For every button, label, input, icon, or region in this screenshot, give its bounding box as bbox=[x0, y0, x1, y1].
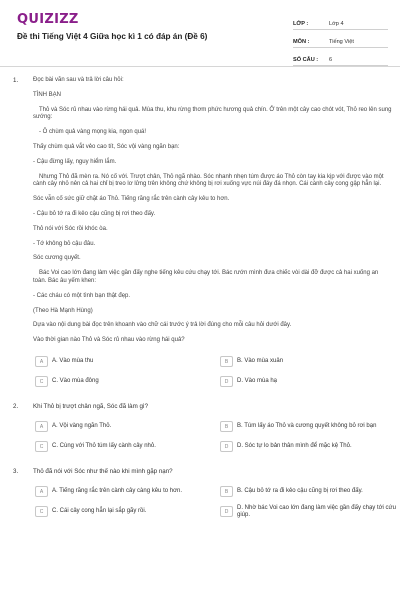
page-title: Đề thi Tiếng Việt 4 Giữa học kì 1 có đáp án (Đề 6) bbox=[17, 32, 208, 41]
paragraph: - Các cháu có một tình bạn thật đẹp. bbox=[33, 292, 131, 299]
meta-row-class bbox=[293, 14, 388, 30]
answer-options bbox=[33, 485, 396, 519]
page-header bbox=[0, 0, 400, 64]
option-text: A. Tiếng răng rắc trên cành cây càng kêu to hơn. bbox=[52, 488, 183, 495]
option-text: B. Cậu bỏ tớ ra đi kẻo cậu cũng bị rơi theo đấy. bbox=[237, 488, 363, 495]
paragraph: Sóc cương quyết. bbox=[33, 255, 81, 262]
option-letter-box: D bbox=[220, 441, 233, 452]
answer-option-d[interactable] bbox=[218, 440, 400, 454]
answer-option-b[interactable] bbox=[218, 420, 400, 434]
answer-option-d[interactable] bbox=[218, 375, 400, 389]
question-3 bbox=[13, 467, 396, 519]
meta-value: Tiếng Việt bbox=[329, 39, 354, 45]
question-2 bbox=[13, 403, 393, 454]
answer-option-b[interactable] bbox=[218, 485, 400, 499]
option-letter-box: B bbox=[220, 356, 233, 367]
option-letter-box: A bbox=[35, 356, 48, 367]
question-prompt: Thỏ đã nói với Sóc như thế nào khi mình gặp nạn? bbox=[33, 467, 173, 475]
paragraph: - Tớ không bỏ cậu đâu. bbox=[33, 240, 96, 247]
paragraph: - Cậu đừng lấy, nguy hiểm lắm. bbox=[33, 158, 117, 165]
answer-option-d[interactable] bbox=[218, 505, 400, 519]
answer-option-a[interactable] bbox=[33, 420, 218, 434]
paragraph: Nhưng Thỏ đã mèn ra. Nó cố với. Trượt chân, Thỏ ngã nhào. Sóc nhanh nhẹn túm được áo Thỏ còn tay kia kịp với được vào một cành cây nhỏ nên cả hai chỉ bị treo lơ lửng trên không chứ không bị rơi xuống vực núi đáy đá nhọn. Cái cành cây cong gập hẳn lại. bbox=[33, 173, 384, 188]
option-text: D. Vào mùa hạ bbox=[237, 378, 278, 385]
answer-option-c[interactable] bbox=[33, 440, 218, 454]
option-letter-box: C bbox=[35, 506, 48, 517]
option-text: C. Cùng với Thỏ túm lấy cành cây nhỏ. bbox=[52, 443, 156, 450]
answer-options bbox=[33, 420, 393, 454]
paragraph: Đọc bài văn sau và trả lời câu hỏi: bbox=[33, 77, 124, 83]
meta-row-subject bbox=[293, 32, 388, 48]
paragraph: Thấy chùm quả vắt vẻo cao tít, Sóc vội vàng ngăn bạn: bbox=[33, 143, 180, 150]
meta-label: LỚP : bbox=[293, 21, 309, 27]
option-letter-box: B bbox=[220, 421, 233, 432]
meta-label: MÔN : bbox=[293, 39, 310, 45]
meta-row-question-count bbox=[293, 50, 388, 66]
option-text: B. Vào mùa xuân bbox=[237, 358, 284, 365]
paragraph: Thỏ và Sóc rủ nhau vào rừng hái quả. Mùa thu, khu rừng thơm phức hương quả chín. Ở trên một cây cao chót vót, Thỏ reo lên sung sướng: bbox=[33, 106, 392, 121]
question-1 bbox=[13, 77, 393, 389]
option-text: D. Nhờ bác Voi cao lớn đang làm việc gần đấy chạy tới cứu giúp. bbox=[237, 504, 396, 518]
option-letter-box: A bbox=[35, 421, 48, 432]
option-text: B. Túm lấy áo Thỏ và cương quyết không bỏ rơi bạn bbox=[237, 423, 377, 430]
option-text: C. Vào mùa đông bbox=[52, 378, 99, 385]
paragraph: Thỏ nói với Sóc rồi khóc òa. bbox=[33, 225, 108, 232]
meta-value: 6 bbox=[329, 57, 333, 63]
question-body bbox=[33, 77, 393, 345]
paragraph: - Cậu bỏ tớ ra đi kẻo cậu cũng bị rơi theo đấy. bbox=[33, 210, 156, 217]
passage-title: TÌNH BẠN bbox=[33, 91, 62, 98]
instruction: Dựa vào nội dung bài đọc trên khoanh vào chữ cái trước ý trả lời đúng cho mỗi câu hỏi dưới đây. bbox=[33, 322, 292, 329]
passage-source: (Theo Hà Mạnh Hùng) bbox=[33, 307, 93, 314]
question-number: 1. bbox=[13, 77, 19, 84]
paragraph: Sóc vẫn cố sức giữ chặt áo Thỏ. Tiếng răng rắc trên cành cây kêu to hơn. bbox=[33, 196, 230, 203]
option-letter-box: D bbox=[220, 506, 233, 517]
meta-value: Lớp 4 bbox=[329, 21, 344, 27]
option-text: C. Cái cây cong hẳn lại sắp gãy rồi. bbox=[52, 508, 147, 515]
question-number: 2. bbox=[13, 402, 19, 410]
question-number: 3. bbox=[13, 467, 19, 475]
option-letter-box: C bbox=[35, 376, 48, 387]
meta-info bbox=[293, 14, 388, 68]
option-text: A. Vào mùa thu bbox=[52, 358, 94, 365]
quizizz-logo: QUIZIZZ bbox=[17, 12, 79, 27]
option-letter-box: A bbox=[35, 486, 48, 497]
option-letter-box: D bbox=[220, 376, 233, 387]
paragraph: - Ô chùm quả vàng mọng kia, ngon quá! bbox=[39, 129, 147, 136]
option-text: D. Sóc tự lo bản thân mình để mặc kệ Thỏ. bbox=[237, 443, 352, 450]
answer-option-a[interactable] bbox=[33, 485, 218, 499]
answer-option-c[interactable] bbox=[33, 505, 218, 519]
meta-label: SỐ CÂU : bbox=[293, 57, 319, 63]
answer-option-b[interactable] bbox=[218, 355, 400, 369]
answer-option-a[interactable] bbox=[33, 355, 218, 369]
header-divider bbox=[0, 66, 400, 67]
option-text: A. Vội vàng ngăn Thỏ. bbox=[52, 423, 112, 430]
question-prompt: Vào thời gian nào Thỏ và Sóc rủ nhau vào rừng hái quả? bbox=[33, 337, 185, 344]
option-letter-box: B bbox=[220, 486, 233, 497]
question-prompt: Khi Thỏ bị trượt chân ngã, Sóc đã làm gì? bbox=[33, 402, 149, 410]
answer-options bbox=[33, 355, 393, 389]
question-list bbox=[13, 77, 396, 519]
answer-option-c[interactable] bbox=[33, 375, 218, 389]
option-letter-box: C bbox=[35, 441, 48, 452]
paragraph: Bác Voi cao lớn đang làm việc gần đấy nghe tiếng kêu cứu chạy tới. Bác rướn mình đưa chiếc vòi dài đỡ được cả hai xuống an toàn. Bác âu yếm khen: bbox=[33, 270, 379, 284]
